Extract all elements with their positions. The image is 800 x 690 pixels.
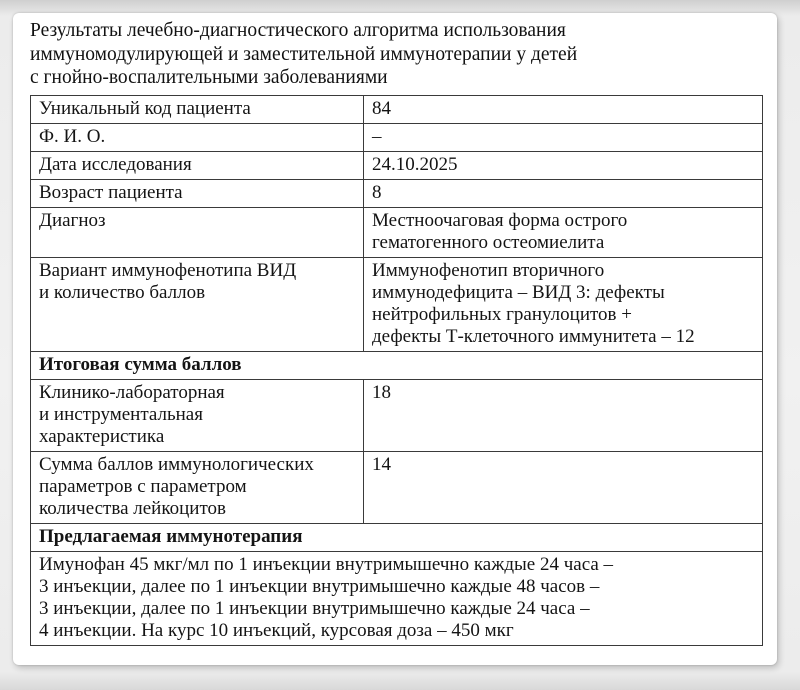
document-card	[13, 13, 777, 665]
table-row-study-date	[31, 151, 763, 179]
row-label: Ф. И. О.	[31, 123, 364, 151]
row-label: Диагноз	[31, 207, 364, 257]
results-table	[30, 95, 763, 646]
row-value: 8	[364, 179, 763, 207]
table-row-immunology-score	[31, 451, 763, 523]
therapy-text-line: 4 инъекции. На курс 10 инъекций, курсовая доза – 450 мкг	[39, 619, 514, 641]
label-line: Вариант иммунофенотипа ВИД	[39, 259, 297, 281]
row-value	[364, 207, 763, 257]
row-label: Уникальный код пациента	[31, 95, 364, 123]
row-value: –	[364, 123, 763, 151]
title-line: Результаты лечебно-диагностического алгоритма использования	[30, 20, 566, 41]
value-line: нейтрофильных гранулоцитов +	[372, 303, 632, 325]
value-line: Местноочаговая форма острого	[372, 209, 628, 231]
label-line: характеристика	[39, 425, 165, 447]
table-row-diagnosis	[31, 207, 763, 257]
row-label	[31, 379, 364, 451]
value-line: гематогенного остеомиелита	[372, 231, 605, 253]
title-line: с гнойно-воспалительными заболеваниями	[30, 67, 388, 88]
section-header-row-total-score	[31, 351, 763, 379]
row-label	[31, 257, 364, 351]
label-line: количества лейкоцитов	[39, 497, 226, 519]
section-header-row-proposed-immunotherapy	[31, 523, 763, 551]
label-line: параметров с параметром	[39, 475, 247, 497]
label-line: и инструментальная	[39, 403, 203, 425]
table-row-full-name	[31, 123, 763, 151]
row-value	[364, 257, 763, 351]
label-line: Клинико-лабораторная	[39, 381, 225, 403]
label-line: и количество баллов	[39, 281, 206, 303]
row-value: 84	[364, 95, 763, 123]
therapy-text-line: 3 инъекции, далее по 1 инъекции внутримышечно каждые 48 часов –	[39, 575, 600, 597]
title-line: иммуномодулирующей и заместительной иммунотерапии у детей	[30, 43, 578, 65]
table-row-patient-code	[31, 95, 763, 123]
row-label	[31, 451, 364, 523]
row-value: 18	[364, 379, 763, 451]
row-label: Дата исследования	[31, 151, 364, 179]
document-title	[30, 19, 760, 90]
row-value: 24.10.2025	[364, 151, 763, 179]
table-row-immunophenotype	[31, 257, 763, 351]
row-label: Возраст пациента	[31, 179, 364, 207]
section-header-label: Предлагаемая иммунотерапия	[31, 523, 763, 551]
therapy-text-line: Имунофан 45 мкг/мл по 1 инъекции внутримышечно каждые 24 часа –	[39, 553, 614, 575]
row-value: 14	[364, 451, 763, 523]
value-line: Иммунофенотип вторичного	[372, 259, 605, 281]
table-row-clinical-score	[31, 379, 763, 451]
therapy-text	[31, 551, 763, 645]
value-line: иммунодефицита – ВИД 3: дефекты	[372, 281, 665, 303]
label-line: Сумма баллов иммунологических	[39, 453, 314, 475]
table-row-patient-age	[31, 179, 763, 207]
value-line: дефекты Т-клеточного иммунитета – 12	[372, 325, 695, 347]
therapy-text-line: 3 инъекции, далее по 1 инъекции внутримышечно каждые 24 часа –	[39, 597, 590, 619]
section-header-label: Итоговая сумма баллов	[31, 351, 763, 379]
therapy-text-row	[31, 551, 763, 645]
